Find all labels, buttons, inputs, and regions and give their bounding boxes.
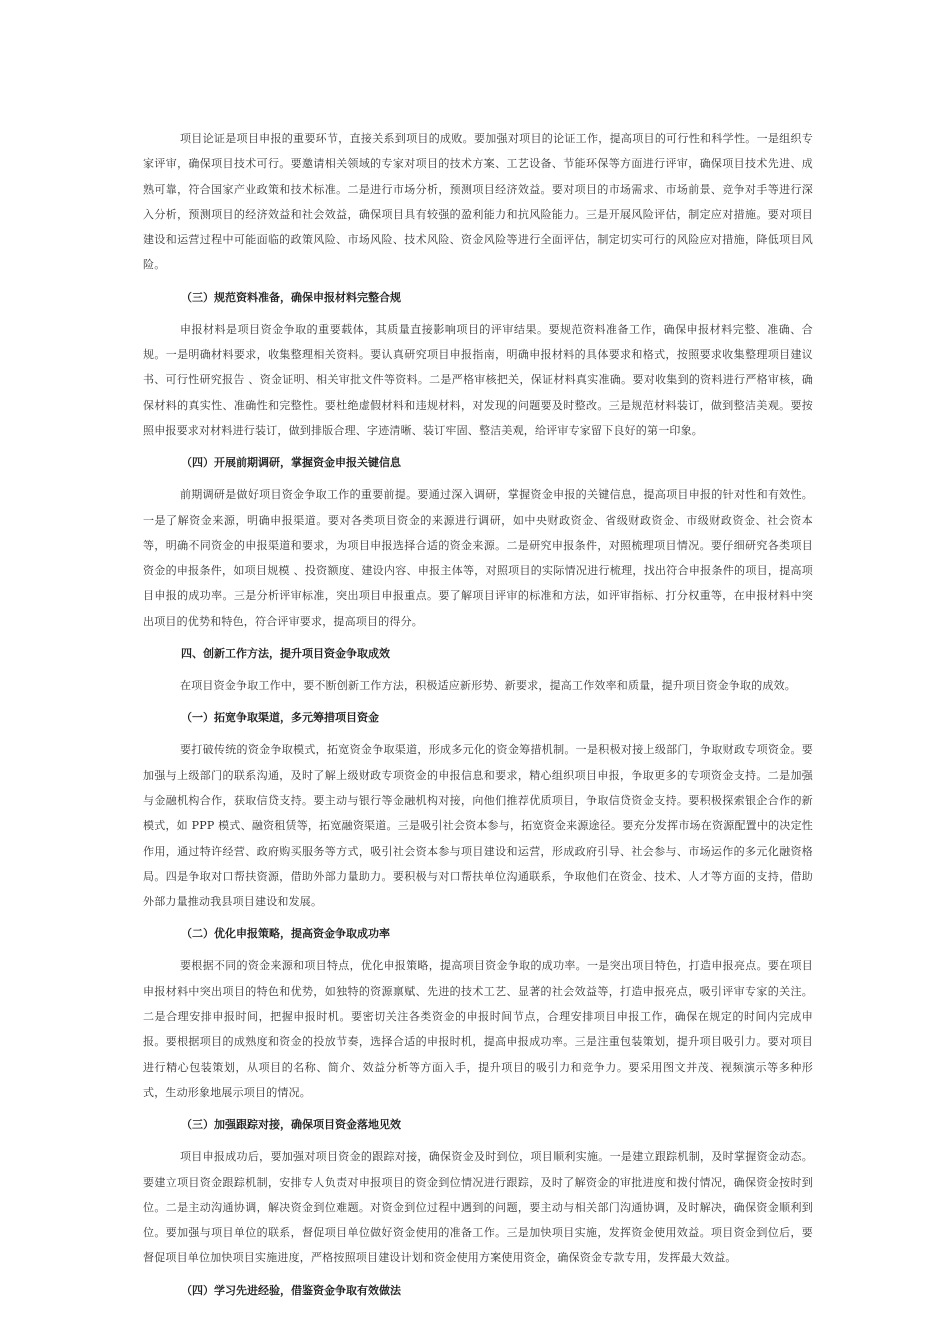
document-body bbox=[143, 126, 813, 1301]
paragraph-preliminary-research: 前期调研是做好项目资金争取工作的重要前提。要通过深入调研，掌握资金申报的关键信息，提高项目申报的针对性和有效性。一是了解资金来源，明确申报渠道。要对各类项目资金的来源进行调研，如中央财政资金、省级财政资金、市级财政资金、社会资本等，明确不同资金的申报渠道和要求，为项目申报选择合适的资金来源。二是研究申报条件，对照梳理项目情况。要仔细研究各类项目资金的申报条件，如项目规模 、投资额度、建设内容、申报主体等，对照项目的实际情况进行梳理，找出符合申报条件的项目，提高项目申报的成功率。三是分析评审标准，突出项目申报重点。要了解项目评审的标准和方法，如评审指标、打分权重等，在申报材料中突出项目的优势和特色，符合评审要求，提高项目的得分。 bbox=[143, 488, 813, 628]
paragraph-tracking: 项目申报成功后，要加强对项目资金的跟踪对接，确保资金及时到位，项目顺利实施。一是建立跟踪机制，及时掌握资金动态。要建立项目资金跟踪机制，安排专人负责对申报项目的资金到位情况进行跟踪，及时了解资金的审批进度和拨付情况，确保资金按时到位。二是主动沟通协调，解决资金到位难题。对资金到位过程中遇到的问题，要主动与相关部门沟通协调，及时解决，确保资金顺利到位。要加强与项目单位的联系，督促项目单位做好资金使用的准备工作。三是加快项目实施，发挥资金使用效益。项目资金到位后，要督促项目单位加快项目实施进度，严格按照项目建设计划和资金使用方案使用资金，确保资金专款专用，发挥最大效益。 bbox=[143, 1150, 813, 1265]
paragraph-standardize-materials: 申报材料是项目资金争取的重要载体，其质量直接影响项目的评审结果。要规范资料准备工作，确保申报材料完整、准确、合规。一是明确材料要求，收集整理相关资料。要认真研究项目申报指南，明确申报材料的具体要求和格式，按照要求收集整理项目建议书、可行性研究报告 、资金证明、相关审批文件等资料。二是严格审核把关，保证材料真实准确。要对收集到的资料进行严格审核，确保材料的真实性、准确性和完整性。要杜绝虚假材料和违规材料，对发现的问题要及时整改。三是规范材料装订，做到整洁美观。要按照申报要求对材料进行装订，做到排版合理、字迹清晰、装订牢固、整洁美观，给评审专家留下良好的第一印象。 bbox=[143, 322, 813, 437]
paragraph-broaden-channels: 要打破传统的资金争取模式，拓宽资金争取渠道，形成多元化的资金筹措机制。一是积极对接上级部门，争取财政专项资金。要加强与上级部门的联系沟通，及时了解上级财政专项资金的申报信息和要求，精心组织项目申报，争取更多的专项资金支持。二是加强与金融机构合作，获取信贷支持。要主动与银行等金融机构对接，向他们推荐优质项目，争取信贷资金支持。要积极探索银企合作的新模式，如 PPP 模式、融资租赁等，拓宽融资渠道。三是吸引社会资本参与，拓宽资金来源途径。要充分发挥市场在资源配置中的决定性作用，通过特许经营、政府购买服务等方式，吸引社会资本参与项目建设和运营，形成政府引导、社会参与、市场运作的多元化融资格局。四是争取对口帮扶资源，借助外部力量助力。要积极与对口帮扶单位沟通联系，争取他们在资金、技术、人才等方面的支持，借助外部力量推动我县项目建设和发展。 bbox=[143, 743, 813, 909]
heading-optimize-strategy: （二）优化申报策略，提高资金争取成功率 bbox=[181, 927, 390, 941]
heading-broaden-channels: （一）拓宽争取渠道，多元筹措项目资金 bbox=[181, 711, 379, 725]
paragraph-section-four-intro: 在项目资金争取工作中，要不断创新工作方法，积极适应新形势、新要求，提高工作效率和质量，提升项目资金争取的成效。 bbox=[180, 679, 796, 693]
heading-tracking: （三）加强跟踪对接，确保项目资金落地见效 bbox=[181, 1118, 401, 1132]
heading-preliminary-research: （四）开展前期调研，掌握资金申报关键信息 bbox=[181, 456, 401, 470]
heading-standardize-materials: （三）规范资料准备，确保申报材料完整合规 bbox=[181, 290, 401, 304]
heading-section-four: 四、创新工作方法，提升项目资金争取成效 bbox=[181, 647, 390, 661]
paragraph-optimize-strategy: 要根据不同的资金来源和项目特点，优化申报策略，提高项目资金争取的成功率。一是突出项目特色，打造申报亮点。要在项目申报材料中突出项目的特色和优势，如独特的资源禀赋、先进的技术工艺、显著的社会效益等，打造申报亮点，吸引评审专家的关注。二是合理安排申报时间，把握申报时机。要密切关注各类资金的申报时间节点，合理安排项目申报工作，确保在规定的时间内完成申报。要根据项目的成熟度和资金的投放节奏，选择合适的申报时机，提高申报成功率。三是注重包装策划，提升项目吸引力。要对项目进行精心包装策划，从项目的名称、简介、效益分析等方面入手，提升项目的吸引力和竞争力。要采用图文并茂、视频演示等多种形式，生动形象地展示项目的情况。 bbox=[143, 959, 813, 1099]
paragraph-project-demonstration: 项目论证是项目申报的重要环节，直接关系到项目的成败。要加强对项目的论证工作，提高项目的可行性和科学性。一是组织专家评审，确保项目技术可行。要邀请相关领域的专家对项目的技术方案、工艺设备、节能环保等方面进行评审，确保项目技术先进、成熟可靠，符合国家产业政策和技术标准。二是进行市场分析，预测项目经济效益。要对项目的市场需求、市场前景、竞争对手等进行深入分析，预测项目的经济效益和社会效益，确保项目具有较强的盈利能力和抗风险能力。三是开展风险评估，制定应对措施。要对项目建设和运营过程中可能面临的政策风险、市场风险、技术风险、资金风险等进行全面评估，制定切实可行的风险应对措施，降低项目风险。 bbox=[143, 132, 813, 272]
heading-learn-experience: （四）学习先进经验，借鉴资金争取有效做法 bbox=[181, 1283, 401, 1297]
